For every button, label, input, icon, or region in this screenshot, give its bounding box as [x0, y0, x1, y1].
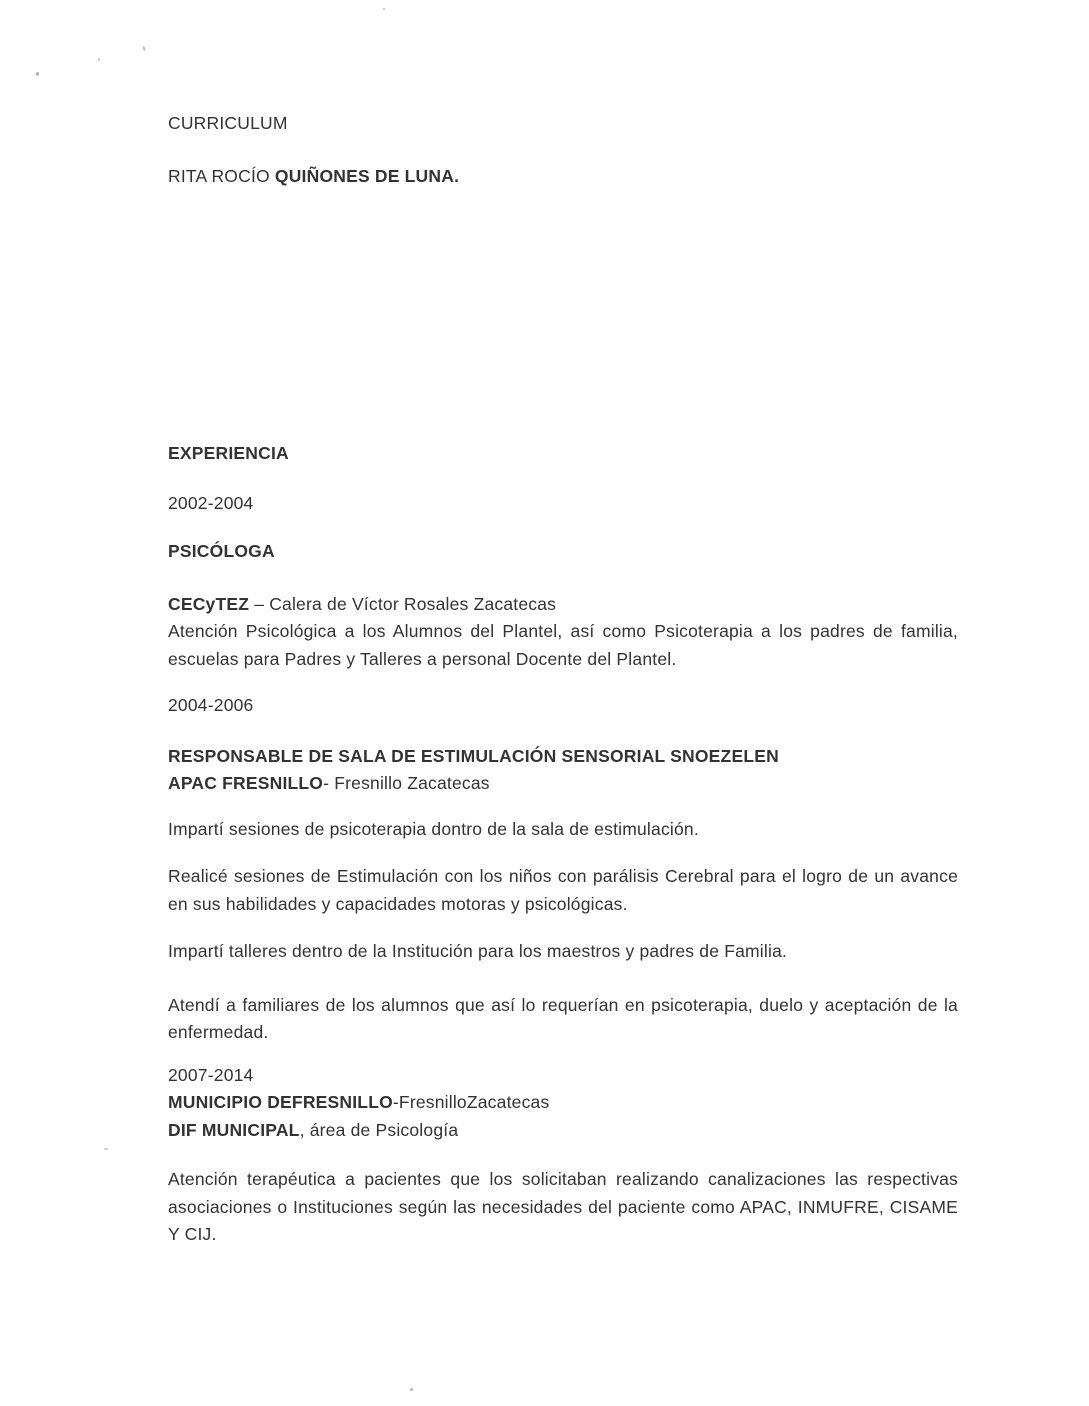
scan-speck — [104, 1148, 108, 1150]
job-org-location: – Calera de Víctor Rosales Zacatecas — [249, 593, 557, 614]
job-role: RESPONSABLE DE SALA DE ESTIMULACIÓN SENSORIAL SNOEZELEN — [168, 745, 779, 766]
job-description: Atención Psicológica a los Alumnos del Plantel, así como Psicoterapia a los padres de familia, escuelas para Padres y Talleres a personal Docente del Plantel. — [168, 621, 958, 669]
job-header-block — [168, 1062, 958, 1145]
job-period: 2004-2006 — [168, 695, 254, 715]
job-description-paragraph: Atención terapéutica a pacientes que los solicitaban realizando canalizaciones las respectivas asociaciones o Instituciones según las necesidades del paciente como APAC, INMUFRE, CISAME Y CIJ. — [168, 1169, 958, 1244]
scan-speck — [35, 72, 39, 77]
job-org-name: CECyTEZ — [168, 593, 250, 614]
scan-speck — [142, 46, 145, 51]
section-heading-experience: EXPERIENCIA — [168, 443, 289, 463]
job-role: PSICÓLOGA — [168, 541, 275, 561]
person-name-regular: RITA ROCÍO — [168, 165, 275, 186]
scan-speck — [98, 58, 100, 61]
job-period: 2002-2004 — [168, 492, 254, 513]
job-org-name: APAC FRESNILLO — [168, 773, 324, 793]
job-org-location: -FresnilloZacatecas — [392, 1092, 550, 1112]
job-department-area: , área de Psicología — [299, 1119, 459, 1140]
job-description-paragraph: Impartí sesiones de psicoterapia dontro de la sala de estimulación. — [168, 818, 699, 839]
job-org-name: MUNICIPIO DEFRESNILLO — [168, 1092, 393, 1112]
job-department: DIF MUNICIPAL — [168, 1119, 300, 1140]
job-role-block — [168, 743, 958, 798]
job-period: 2007-2014 — [168, 1064, 254, 1085]
job-description-paragraph: Impartí talleres dentro de la Institución para los maestros y padres de Familia. — [168, 941, 788, 961]
job-org-and-description — [168, 591, 958, 674]
job-description-paragraph: Atendí a familiares de los alumnos que así lo requerían en psicoterapia, duelo y aceptación de la enfermedad. — [168, 994, 958, 1042]
person-name — [168, 163, 958, 191]
scan-speck — [383, 8, 385, 10]
document-content — [168, 110, 958, 1249]
job-org-location: - Fresnillo Zacatecas — [323, 773, 490, 793]
document-title: CURRICULUM — [168, 113, 288, 133]
person-name-bold: QUIÑONES DE LUNA. — [274, 165, 460, 186]
job-description-paragraph: Realicé sesiones de Estimulación con los niños con parálisis Cerebral para el logro de un avance en sus habilidades y capacidades motoras y psicológicas. — [168, 866, 958, 914]
scan-speck — [410, 1388, 413, 1391]
